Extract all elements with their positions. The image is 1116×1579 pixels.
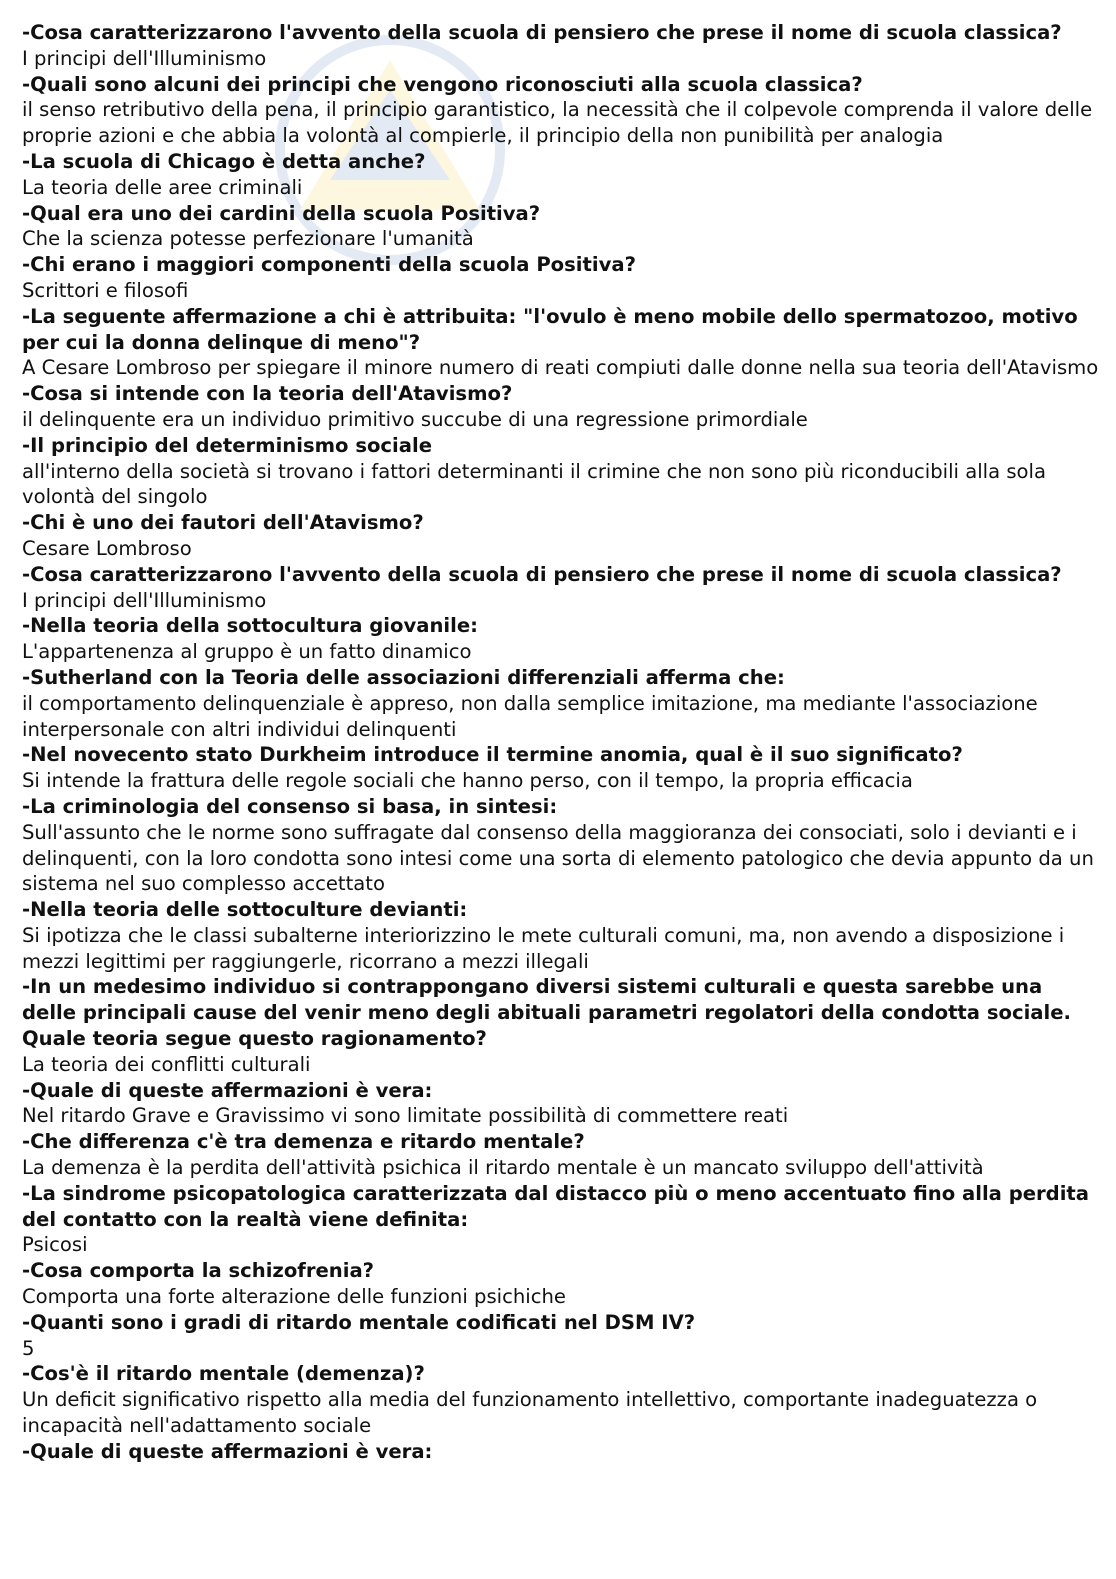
- question: -Cosa caratterizzarono l'avvento della scuola di pensiero che prese il nome di scuola classica?: [22, 21, 1062, 44]
- answer: La teoria dei conflitti culturali: [22, 1052, 311, 1076]
- question: -Che differenza c'è tra demenza e ritardo mentale?: [22, 1130, 585, 1154]
- answer: Un deficit significativo rispetto alla media del funzionamento intellettivo, comportante inadeguatezza o incapacità nell'adattamento sociale: [22, 1388, 1038, 1438]
- answer: Comporta una forte alterazione delle funzioni psichiche: [22, 1285, 566, 1309]
- question: -Cosa comporta la schizofrenia?: [22, 1259, 375, 1283]
- question: -Cosa caratterizzarono l'avvento della scuola di pensiero che prese il nome di scuola classica?: [22, 562, 1062, 586]
- question: -Sutherland con la Teoria delle associazioni differenziali afferma che:: [22, 665, 785, 689]
- answer: il comportamento delinquenziale è appreso, non dalla semplice imitazione, ma mediante l'associazione interpersonale con altri individui delinquenti: [22, 691, 1038, 741]
- answer: all'interno della società si trovano i fattori determinanti il crimine che non sono più riconducibili alla sola volontà del singolo: [22, 459, 1046, 509]
- document-body: [22, 20, 1102, 1465]
- answer: I principi dell'Illuminismo: [22, 46, 267, 70]
- answer: La teoria delle aree criminali: [22, 175, 303, 199]
- answer: Sull'assunto che le norme sono suffragate dal consenso della maggioranza dei consociati, solo i devianti e i delinquenti, con la loro condotta sono intesi come una sorta di elemento patologico che devia appunto da un sistema nel suo complesso accettato: [22, 820, 1094, 896]
- question: -Cos'è il ritardo mentale (demenza)?: [22, 1362, 425, 1386]
- answer: Cesare Lombroso: [22, 536, 192, 560]
- answer: Psicosi: [22, 1233, 88, 1257]
- question: -Qual era uno dei cardini della scuola Positiva?: [22, 201, 541, 225]
- question: -Quale di queste affermazioni è vera:: [22, 1439, 433, 1463]
- answer: Nel ritardo Grave e Gravissimo vi sono limitate possibilità di commettere reati: [22, 1104, 789, 1128]
- answer: Si intende la frattura delle regole sociali che hanno perso, con il tempo, la propria efficacia: [22, 769, 913, 793]
- question: -La sindrome psicopatologica caratterizzata dal distacco più o meno accentuato fino alla perdita del contatto con la realtà viene definita:: [22, 1181, 1090, 1231]
- answer: Scrittori e filosofi: [22, 278, 189, 302]
- answer: il senso retributivo della pena, il principio garantistico, la necessità che il colpevole comprenda il valore delle proprie azioni e che abbia la volontà al compierle, il principio della non punibilità per analogia: [22, 98, 1093, 148]
- answer: A Cesare Lombroso per spiegare il minore numero di reati compiuti dalle donne nella sua teoria dell'Atavismo: [22, 356, 1099, 380]
- question: -Il principio del determinismo sociale: [22, 433, 432, 457]
- question: -Nel novecento stato Durkheim introduce il termine anomia, qual è il suo significato?: [22, 743, 963, 767]
- question: -Nella teoria della sottocultura giovanile:: [22, 614, 478, 638]
- question: -Quanti sono i gradi di ritardo mentale codificati nel DSM IV?: [22, 1310, 696, 1334]
- answer: L'appartenenza al gruppo è un fatto dinamico: [22, 640, 472, 664]
- question: -La criminologia del consenso si basa, in sintesi:: [22, 794, 558, 818]
- question: -Quali sono alcuni dei principi che vengono riconosciuti alla scuola classica?: [22, 72, 863, 96]
- answer: Che la scienza potesse perfezionare l'umanità: [22, 227, 474, 251]
- question: -Chi erano i maggiori componenti della scuola Positiva?: [22, 253, 636, 277]
- question: -La scuola di Chicago è detta anche?: [22, 149, 426, 173]
- question: -In un medesimo individuo si contrappongano diversi sistemi culturali e questa sarebbe una delle principali cause del venir meno degli abituali parametri regolatori della condotta sociale. Quale teoria segue questo ragionamento?: [22, 975, 1071, 1051]
- answer: il delinquente era un individuo primitivo succube di una regressione primordiale: [22, 407, 808, 431]
- question: -Quale di queste affermazioni è vera:: [22, 1078, 433, 1102]
- question: -Cosa si intende con la teoria dell'Atavismo?: [22, 382, 513, 406]
- answer: 5: [22, 1336, 35, 1360]
- answer: La demenza è la perdita dell'attività psichica il ritardo mentale è un mancato sviluppo dell'attività: [22, 1156, 984, 1180]
- question: -Nella teoria delle sottoculture devianti:: [22, 898, 468, 922]
- answer: Si ipotizza che le classi subalterne interiorizzino le mete culturali comuni, ma, non avendo a disposizione i mezzi legittimi per raggiungerle, ricorrano a mezzi illegali: [22, 923, 1065, 973]
- answer: I principi dell'Illuminismo: [22, 588, 267, 612]
- question: -Chi è uno dei fautori dell'Atavismo?: [22, 511, 424, 535]
- question: -La seguente affermazione a chi è attribuita: "l'ovulo è meno mobile dello spermatozoo, motivo per cui la donna delinque di meno"?: [22, 304, 1078, 354]
